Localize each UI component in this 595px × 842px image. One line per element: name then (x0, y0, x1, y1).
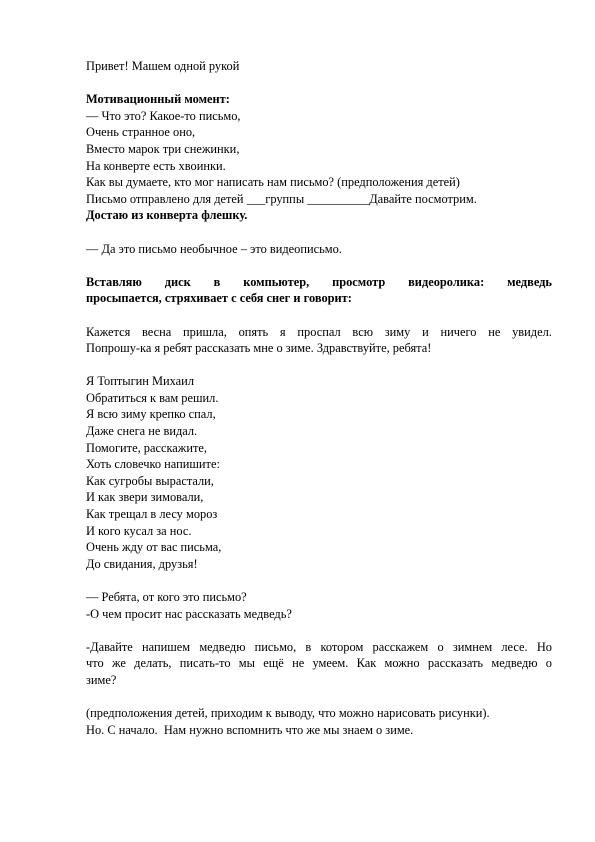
word: ещё (263, 656, 284, 671)
poem2-line: Обратиться к вам решил. (86, 390, 219, 405)
word: лесе. (501, 639, 528, 654)
blank-line (86, 689, 552, 706)
word: зиму (384, 324, 411, 339)
poem1-line: На конверте есть хвоинки. (86, 158, 226, 173)
blank-line (86, 307, 552, 324)
word: я (279, 324, 286, 339)
question-from-whom: — Ребята, от кого это письмо? (86, 590, 247, 604)
poem2-line: Как трещал в лесу мороз (86, 507, 218, 522)
word: мы (238, 656, 255, 671)
word: Кажется (86, 324, 131, 339)
bear-speech-line-2: Попрошу-ка я ребят рассказать мне о зиме. Здравствуйте, ребята! (86, 341, 432, 356)
poem1-line: — Что это? Какое-то письмо, (86, 108, 241, 123)
word: можно (384, 656, 420, 671)
take-flash-line: Достаю из конверта флешку. (86, 208, 248, 223)
question-what-asks: -О чем просит нас рассказать медведь? (86, 606, 292, 621)
word: весна (142, 324, 172, 339)
write-letter-line-3: зиме? (86, 672, 117, 687)
word: Но (536, 639, 552, 654)
word: диск (164, 274, 191, 289)
word: Вставляю (86, 274, 142, 289)
word: увидел. (512, 324, 552, 339)
blank-line (86, 357, 552, 374)
poem1-line: Вместо марок три снежинки, (86, 141, 240, 156)
word: же (111, 656, 126, 671)
word: не (488, 324, 501, 339)
word: расскажем (372, 639, 429, 654)
word: зимнем (452, 639, 493, 654)
video-letter-line: — Да это письмо необычное – это видеописьмо. (86, 241, 342, 256)
start-line: Но. С начало. Нам нужно вспомнить что же мы знаем о зиме. (86, 722, 414, 737)
word: всю (352, 324, 373, 339)
blank-line (86, 75, 552, 92)
word: котором (320, 639, 364, 654)
word: напишем (142, 639, 191, 654)
poem2-line: Даже снега не видал. (86, 424, 198, 439)
poem2-line: Как сугробы вырастали, (86, 473, 214, 488)
poem2-line: Я Топтыгин Михаил (86, 374, 194, 389)
question-who-line: Как вы думаете, кто мог написать нам письмо? (предположения детей) (86, 175, 460, 190)
write-letter-line-2 (86, 655, 552, 672)
word: проспал (297, 324, 341, 339)
blank-line (86, 572, 552, 589)
bear-speech-line-1 (86, 324, 552, 341)
poem2-line: И как звери зимовали, (86, 490, 204, 505)
word: опять (238, 324, 269, 339)
poem2-line: Я всю зиму крепко спал, (86, 407, 216, 422)
word: Как (356, 656, 377, 671)
poem2-line: И кого кусал за нос. (86, 523, 192, 538)
word: и (422, 324, 429, 339)
word: в (213, 274, 221, 289)
conclusion-line: (предположения детей, приходим к выводу, что можно нарисовать рисунки). (86, 706, 490, 721)
word: просмотр (332, 274, 386, 289)
poem2-line: Очень жду от вас письма, (86, 540, 222, 555)
word: -Давайте (86, 639, 133, 654)
poem2-line: Помогите, расскажите, (86, 440, 207, 455)
blank-line (86, 224, 552, 241)
blank-line (86, 622, 552, 639)
word: умеем. (312, 656, 349, 671)
word: компьютер, (243, 274, 310, 289)
word: письмо, (254, 639, 297, 654)
write-letter-line-1 (86, 639, 552, 656)
word: ничего (440, 324, 477, 339)
word: писать-то (179, 656, 231, 671)
word: о (545, 656, 552, 671)
word: медведю (491, 656, 538, 671)
word: видеоролика: (408, 274, 485, 289)
letter-sent-line: Письмо отправлено для детей ___группы __________Давайте посмотрим. (86, 191, 477, 206)
poem2-line: До свидания, друзья! (86, 556, 198, 571)
word: делать, (134, 656, 172, 671)
word: медведь (507, 274, 552, 289)
word: медведю (199, 639, 246, 654)
word: в (305, 639, 312, 654)
insert-disk-line-1 (86, 274, 552, 291)
blank-line (86, 257, 552, 274)
word: что (86, 656, 104, 671)
document-page (86, 58, 552, 738)
insert-disk-line-2: просыпается, стряхивает с себя снег и говорит: (86, 291, 352, 306)
word: пришла, (183, 324, 227, 339)
greeting-line: Привет! Машем одной рукой (86, 59, 240, 73)
word: о (437, 639, 444, 654)
motivation-heading: Мотивационный момент: (86, 92, 230, 107)
poem2-line: Хоть словечко напишите: (86, 457, 220, 472)
poem1-line: Очень странное оно, (86, 125, 196, 140)
word: не (292, 656, 305, 671)
word: рассказать (427, 656, 484, 671)
